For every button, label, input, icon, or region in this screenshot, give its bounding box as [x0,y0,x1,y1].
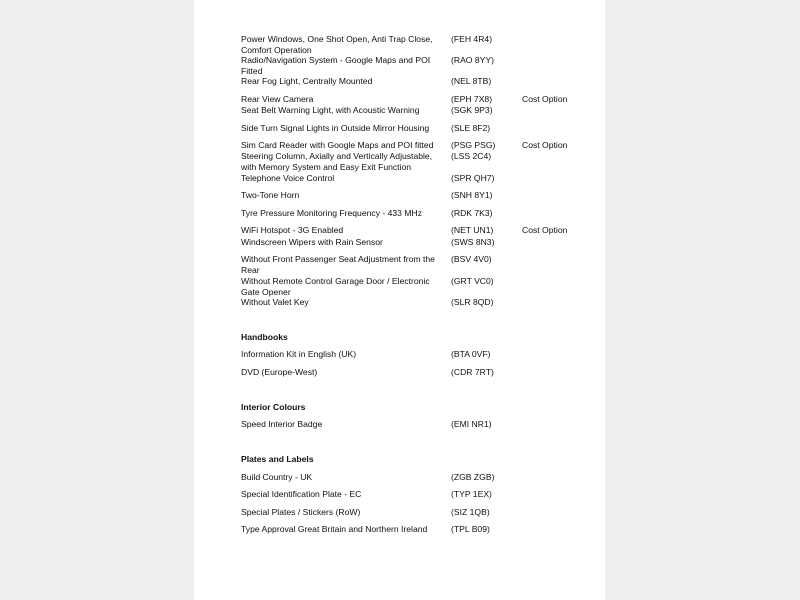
option-code: (RAO 8YY) [451,55,494,65]
section-heading-handbooks: Handbooks [241,332,288,342]
handbook-description: Information Kit in English (UK) [241,349,357,359]
option-description: Two-Tone Horn [241,190,300,200]
option-code: (PSG PSG) [451,140,496,150]
section-heading-plates-and-labels: Plates and Labels [241,454,314,464]
handbook-code: (CDR 7RT) [451,367,494,377]
option-description: Radio/Navigation System - Google Maps and POI Fitted [241,55,431,76]
cost-option-label: Cost Option [522,140,568,150]
option-code: (SLE 8F2) [451,123,491,133]
option-description: Tyre Pressure Monitoring Frequency - 433 MHz [241,208,423,218]
option-description: WiFi Hotspot - 3G Enabled [241,225,344,235]
option-description: Seat Belt Warning Light, with Acoustic Warning [241,105,420,115]
option-code: (BSV 4V0) [451,254,492,264]
interior-colour-description: Speed Interior Badge [241,419,323,429]
option-code: (SNH 8Y1) [451,190,493,200]
option-description: Power Windows, One Shot Open, Anti Trap Close, Comfort Operation [241,34,433,55]
option-code: (RDK 7K3) [451,208,493,218]
option-description: Without Front Passenger Seat Adjustment from the Rear [241,254,435,275]
option-code: (SWS 8N3) [451,237,495,247]
option-code: (FEH 4R4) [451,34,493,44]
option-description: Steering Column, Axially and Vertically Adjustable, with Memory System and Easy Exit Function [241,151,433,172]
plate-label-code: (ZGB ZGB) [451,472,495,482]
plate-label-code: (SIZ 1QB) [451,507,490,517]
option-code: (SGK 9P3) [451,105,493,115]
option-code: (SLR 8QD) [451,297,494,307]
cost-option-label: Cost Option [522,225,568,235]
option-code: (NET UN1) [451,225,494,235]
option-description: Without Valet Key [241,297,309,307]
option-description: Rear Fog Light, Centrally Mounted [241,76,373,86]
option-description: Telephone Voice Control [241,173,335,183]
handbook-code: (BTA 0VF) [451,349,491,359]
plate-label-description: Type Approval Great Britain and Northern Ireland [241,524,428,534]
interior-colour-code: (EMI NR1) [451,419,492,429]
plate-label-description: Special Identification Plate - EC [241,489,362,499]
option-code: (SPR QH7) [451,173,495,183]
option-code: (NEL 8TB) [451,76,492,86]
section-heading-interior-colours: Interior Colours [241,402,306,412]
document-page [194,0,605,600]
option-description: Rear View Camera [241,94,314,104]
option-code: (EPH 7X8) [451,94,493,104]
option-code: (GRT VC0) [451,276,494,286]
plate-label-description: Build Country - UK [241,472,313,482]
plate-label-code: (TYP 1EX) [451,489,492,499]
plate-label-description: Special Plates / Stickers (RoW) [241,507,361,517]
option-description: Without Remote Control Garage Door / Electronic Gate Opener [241,276,430,297]
handbook-description: DVD (Europe-West) [241,367,318,377]
option-description: Windscreen Wipers with Rain Sensor [241,237,383,247]
plate-label-code: (TPL B09) [451,524,490,534]
cost-option-label: Cost Option [522,94,568,104]
option-description: Sim Card Reader with Google Maps and POI fitted [241,140,434,150]
option-description: Side Turn Signal Lights in Outside Mirror Housing [241,123,430,133]
option-code: (LSS 2C4) [451,151,492,161]
